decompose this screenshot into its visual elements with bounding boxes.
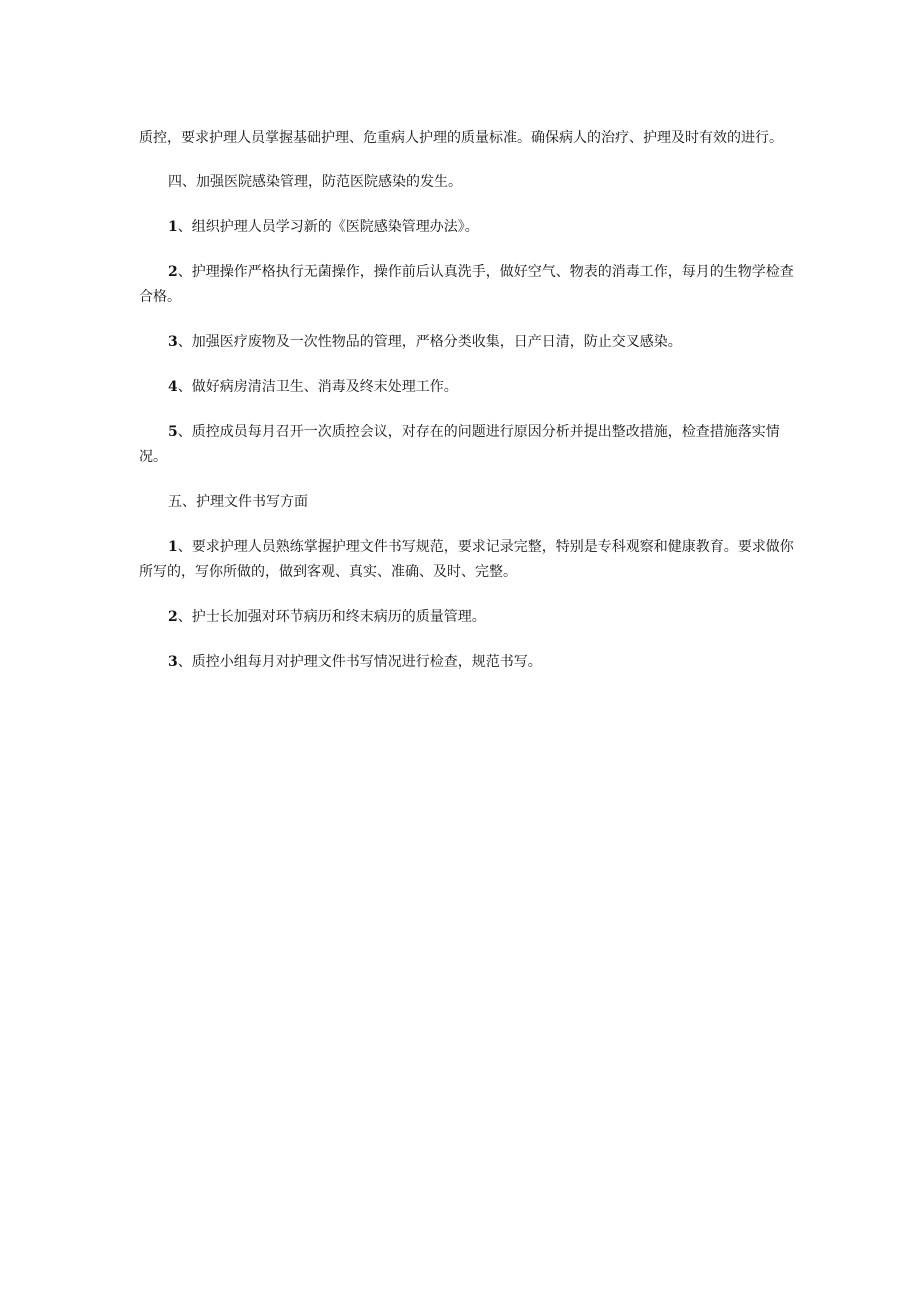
list-item-text: 、加强医疗废物及一次性物品的管理，严格分类收集，日产日清，防止交叉感染。 [177,334,682,350]
document-body [139,126,794,675]
list-item [139,375,794,400]
list-item-text: 、要求护理人员熟练掌握护理文件书写规范，要求记录完整，特别是专科观察和健康教育。要求做你所写的，写你所做的，做到客观、真实、准确、及时、完整。 [139,539,794,580]
list-item [139,330,794,355]
paragraph-continuation [139,126,794,151]
list-item-text: 、组织护理人员学习新的《医院感染管理办法》。 [177,219,479,235]
list-item-text: 、护士长加强对环节病历和终末病历的质量管理。 [177,609,486,625]
list-item-text: 、质控成员每月召开一次质控会议，对存在的问题进行原因分析并提出整改措施，检查措施落实情况。 [139,424,780,465]
list-item-text: 、护理操作严格执行无菌操作，操作前后认真洗手，做好空气、物表的消毒工作，每月的生物学检查合格。 [139,264,794,305]
section-heading-text: 五、护理文件书写方面 [168,494,308,510]
list-item [139,535,794,585]
list-item-number: 3 [168,334,178,350]
paragraph-text: 质控，要求护理人员掌握基础护理、危重病人护理的质量标准。确保病人的治疗、护理及时有效的进行。 [139,130,783,146]
section-heading-infection-control [139,170,794,195]
list-item-number: 1 [168,539,178,555]
list-item-number: 1 [168,219,178,235]
list-item [139,260,794,310]
list-item-number: 3 [168,654,178,670]
list-item [139,420,794,470]
list-item [139,605,794,630]
section-heading-text: 四、加强医院感染管理，防范医院感染的发生。 [168,174,462,190]
list-item-text: 、质控小组每月对护理文件书写情况进行检查，规范书写。 [177,654,542,670]
list-item-number: 5 [168,424,178,440]
list-item-number: 2 [168,609,178,625]
list-item-text: 、做好病房清洁卫生、消毒及终末处理工作。 [177,379,458,395]
section-heading-documentation [139,490,794,515]
list-item-number: 4 [168,379,178,395]
list-item [139,215,794,240]
list-item [139,650,794,675]
list-item-number: 2 [168,264,178,280]
